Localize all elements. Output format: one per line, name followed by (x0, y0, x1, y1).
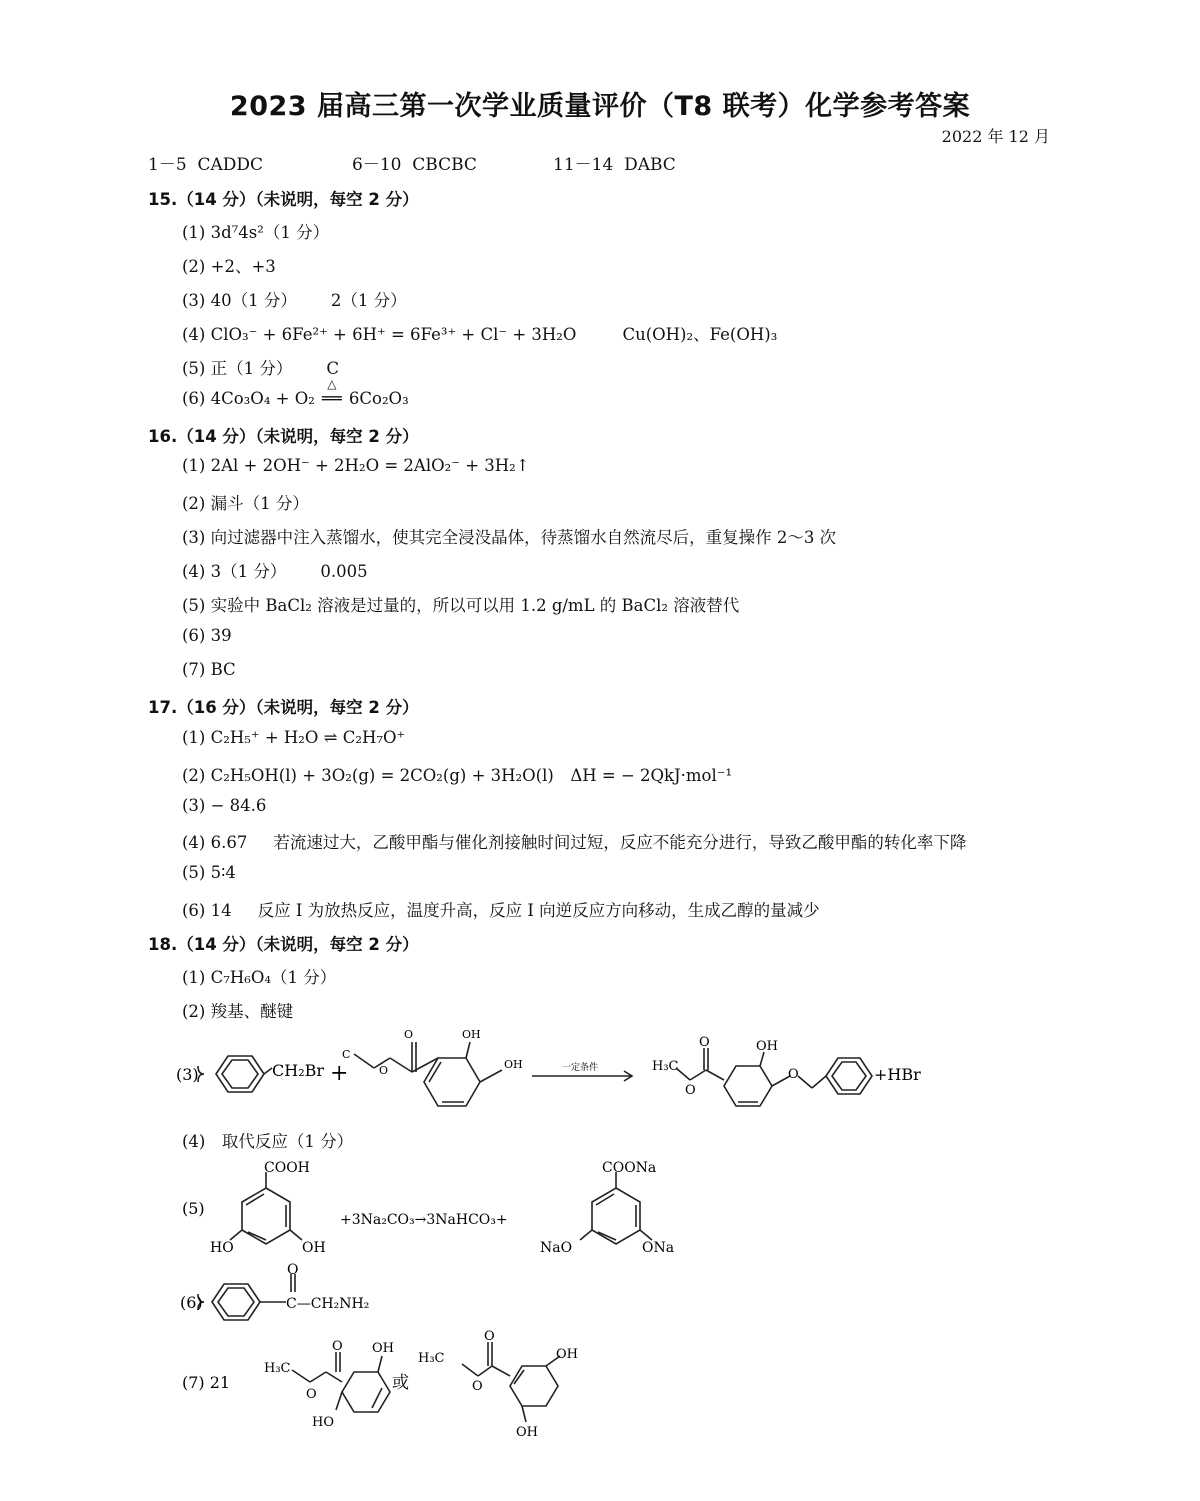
q17-a6a: (6) 14 (182, 901, 232, 920)
bond (378, 1356, 382, 1372)
plus-sign: + (330, 1061, 349, 1086)
q16-a1: (1) 2Al + 2OH⁻ + 2H₂O = 2AlO₂⁻ + 3H₂↑ (182, 456, 530, 475)
label-o: O (332, 1339, 343, 1354)
bond (798, 1076, 812, 1088)
q15-a3a: (3) 40（1 分） (182, 291, 297, 310)
benzene-ring (510, 1366, 558, 1406)
mc-group-2 (352, 150, 477, 175)
q16-a3: (3) 向过滤器中注入蒸馏水，使其完全浸没晶体，待蒸馏水自然流尽后，重复操作 2～3 次 (182, 528, 837, 547)
label-o: O (404, 1028, 414, 1041)
bond (480, 1070, 502, 1082)
q15-a5a: (5) 正（1 分） (182, 359, 293, 378)
q18-a6-structure (176, 1262, 416, 1330)
label-oh: OH (756, 1039, 778, 1054)
bond (429, 1062, 441, 1082)
benzene-ring (724, 1066, 772, 1106)
bond (390, 1058, 412, 1072)
or-word: 或 (392, 1373, 409, 1393)
q17-a2: (2) C₂H₅OH(l) + 3O₂(g) = 2CO₂(g) + 3H₂O(l) ΔH = − 2QkJ·mol⁻¹ (182, 766, 733, 785)
q15-a1: (1) 3d⁷4s²（1 分） (182, 223, 330, 242)
q15-a3b: 2（1 分） (330, 291, 407, 310)
benzene-ring (592, 1188, 640, 1244)
q15-a6: (6) 4Co₃O₄ + O₂ △ ══ 6Co₂O₃ (182, 377, 409, 408)
bond (812, 1076, 826, 1088)
mc-range: 6－10 (352, 155, 402, 175)
q15-header: 15.（14 分）（未说明，每空 2 分） (148, 190, 419, 209)
q17-a4b: 若流速过大，乙酸甲酯与催化剂接触时间过短，反应不能充分进行，导致乙酸甲酯的转化率下降 (273, 833, 967, 852)
benzene-ring (342, 1372, 390, 1412)
q17-a6b: 反应 I 为放热反应，温度升高，反应 I 向逆反应方向移动，生成乙醇的量减少 (257, 901, 820, 920)
q17-a5: (5) 5∶4 (182, 863, 236, 882)
bond (760, 1052, 764, 1066)
benzene-inner (832, 1062, 866, 1090)
bond (290, 1230, 302, 1240)
q18-a5-label: (5) (182, 1199, 205, 1218)
q15-a4 (182, 321, 777, 345)
label-o: O (472, 1379, 483, 1394)
bond (354, 1054, 374, 1068)
q18-a3-reaction-scheme (176, 1018, 936, 1130)
mc-group-3 (553, 150, 676, 175)
q17-a3: (3) − 84.6 (182, 796, 267, 815)
label-oh: OH (302, 1240, 326, 1256)
label-ho: HO (312, 1415, 334, 1430)
q18-a5-equation: +3Na₂CO₃→3NaHCO₃+ (340, 1212, 508, 1228)
mc-range: 1－5 (148, 155, 187, 175)
label-h3c: H₃C (652, 1059, 679, 1074)
benzene-ring (424, 1058, 480, 1106)
bond (492, 1366, 510, 1376)
bond (596, 1194, 614, 1205)
label-oh: OH (462, 1028, 481, 1041)
q18-a7-label: (7) 21 (182, 1373, 231, 1392)
bond (462, 1364, 478, 1376)
q18-a6-label: (6) (180, 1293, 203, 1312)
label-oh: OH (556, 1347, 578, 1362)
heat-symbol: △ (327, 377, 337, 391)
label-o: O (484, 1329, 495, 1344)
benzene-inner (222, 1060, 258, 1088)
benzene-ring (216, 1056, 264, 1092)
bond (640, 1230, 652, 1240)
attach-bracket-lower (198, 1074, 204, 1082)
q15-a5b: C (326, 359, 339, 378)
benzene-ring (212, 1284, 260, 1320)
bond (230, 1230, 242, 1240)
q16-a2: (2) 漏斗（1 分） (182, 494, 309, 513)
label-c: C (342, 1048, 351, 1061)
q17-a1: (1) C₂H₅⁺ + H₂O ⇌ C₂H₇O⁺ (182, 728, 406, 747)
q18-a1: (1) C₇H₆O₄（1 分） (182, 968, 337, 987)
bond (292, 1370, 310, 1382)
bond (336, 1392, 342, 1410)
q18-a7-structures (176, 1326, 596, 1438)
label-cooh: COOH (264, 1160, 310, 1176)
q16-a4 (182, 558, 368, 582)
bond (246, 1194, 264, 1205)
label-ona: ONa (642, 1240, 675, 1256)
mc-range: 11－14 (553, 155, 614, 175)
label-o: O (306, 1387, 317, 1402)
bond (326, 1372, 342, 1382)
q16-a4a: (4) 3（1 分） (182, 562, 287, 581)
q16-a5: (5) 实验中 BaCl₂ 溶液是过量的，所以可以用 1.2 g/mL 的 BaCl₂ 溶液替代 (182, 596, 740, 615)
q17-a6 (182, 897, 820, 921)
label-nao: NaO (540, 1240, 573, 1256)
label-h3c: H₃C (418, 1351, 445, 1366)
reagent-ch2br: CH₂Br (272, 1061, 325, 1080)
q17-a4a: (4) 6.67 (182, 833, 248, 852)
mc-answer: DABC (624, 155, 676, 175)
q15-a2: (2) +2、+3 (182, 257, 276, 276)
q16-a7: (7) BC (182, 660, 236, 679)
q18-a3-label: (3) (176, 1065, 199, 1084)
arrow-condition: 一定条件 (562, 1063, 599, 1073)
q17-header: 17.（16 分）（未说明，每空 2 分） (148, 698, 419, 717)
bond (478, 1366, 492, 1376)
label-o: O (788, 1067, 799, 1082)
q18-a6-group: C—CH₂NH₂ (286, 1296, 370, 1312)
bond (372, 1388, 382, 1408)
q17-a4 (182, 829, 966, 853)
label-h3c: H₃C (264, 1361, 291, 1376)
product-hbr: +HBr (874, 1065, 921, 1084)
q18-a2: (2) 羧基、醚键 (182, 1002, 294, 1021)
label-o: O (685, 1083, 696, 1098)
q18-a5-reaction (176, 1152, 716, 1264)
q15-a5 (182, 355, 339, 379)
bond (580, 1230, 592, 1240)
mc-answer: CADDC (197, 155, 264, 175)
q16-a4b: 0.005 (320, 562, 368, 581)
label-ho: HO (210, 1240, 234, 1256)
benzene-ring (242, 1188, 290, 1244)
q18-a4: (4) 取代反应（1 分） (182, 1132, 354, 1151)
date: 2022 年 12 月 (941, 127, 1050, 146)
label-oh: OH (516, 1425, 538, 1438)
mc-group-1 (148, 150, 263, 175)
label-o: O (699, 1035, 710, 1050)
q15-a3 (182, 287, 407, 311)
bond (310, 1372, 326, 1382)
q15-a4a: (4) ClO₃⁻ + 6Fe²⁺ + 6H⁺ = 6Fe³⁺ + Cl⁻ + 3H₂O (182, 325, 577, 344)
label-oh: OH (504, 1058, 523, 1071)
q15-a4b: Cu(OH)₂、Fe(OH)₃ (622, 325, 778, 344)
label-o: O (379, 1064, 389, 1077)
bond (706, 1070, 724, 1080)
bond (522, 1406, 526, 1422)
label-o: O (287, 1262, 299, 1278)
q16-header: 16.（14 分）（未说明，每空 2 分） (148, 427, 419, 446)
q18-header: 18.（14 分）（未说明，每空 2 分） (148, 935, 419, 954)
q16-a6: (6) 39 (182, 626, 232, 645)
mc-answer: CBCBC (412, 155, 477, 175)
q15-a6b: 6Co₂O₃ (348, 389, 409, 408)
attach-bracket (198, 1066, 204, 1074)
benzene-inner (218, 1288, 254, 1316)
bond (466, 1042, 470, 1058)
label-oh: OH (372, 1341, 394, 1356)
bond (690, 1070, 706, 1080)
q15-a6a: (6) 4Co₃O₄ + O₂ (182, 389, 315, 408)
label-coona: COONa (602, 1160, 657, 1176)
page-title: 2023 届高三第一次学业质量评价（T8 联考）化学参考答案 (229, 91, 971, 122)
bond (264, 1068, 272, 1074)
